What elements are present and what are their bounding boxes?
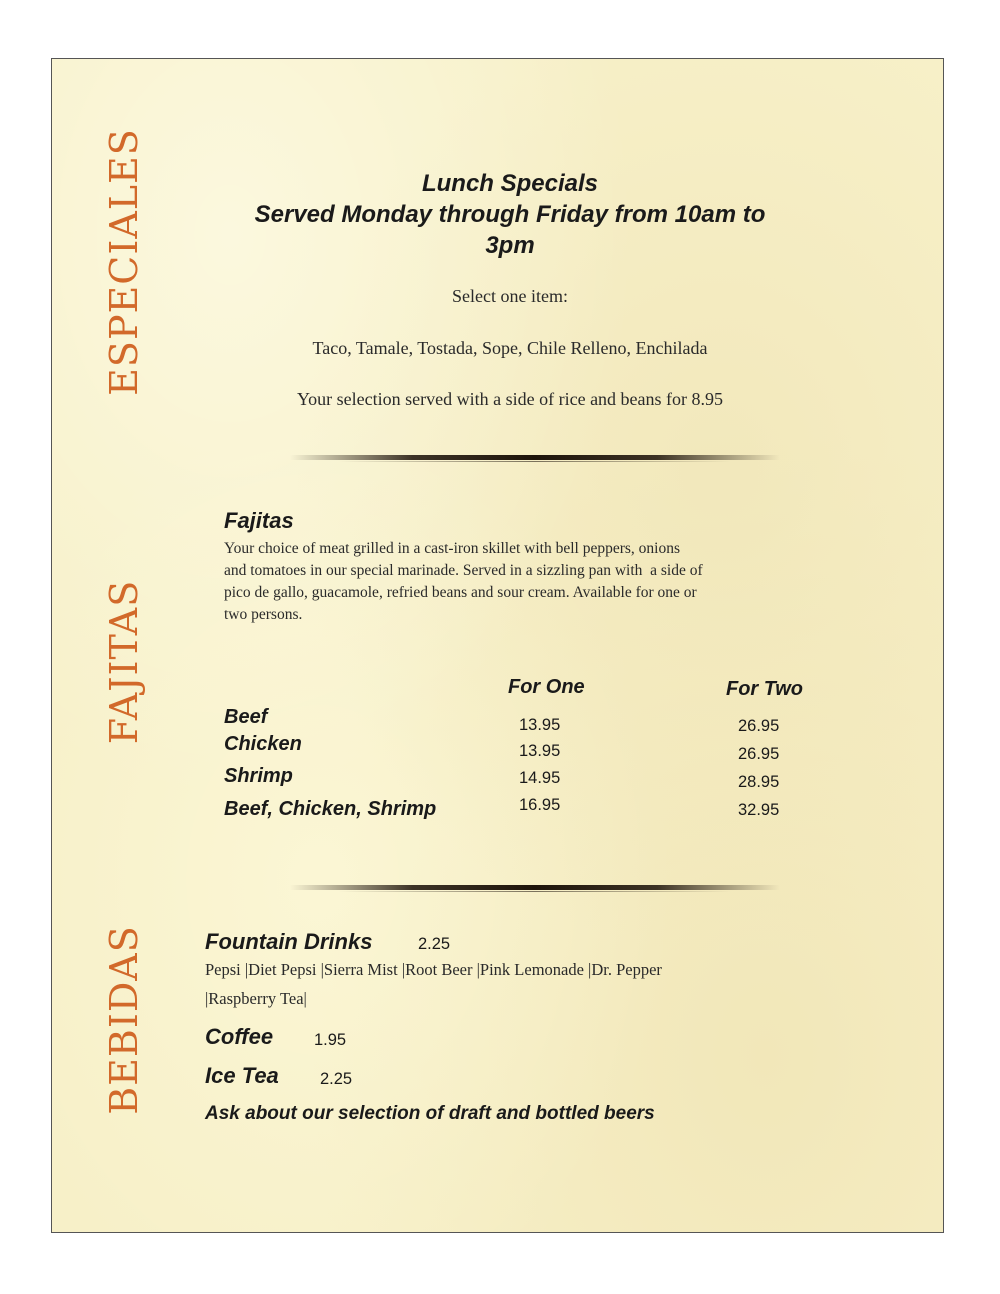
fajita-price-for-two: 28.95 [738,773,780,791]
lunch-served-text: Your selection served with a side of rice and beans for 8.95 [296,389,724,409]
column-header-for-two: For Two [726,678,804,700]
fajita-price-for-one: 14.95 [519,769,561,787]
column-header-for-one: For One [508,676,585,698]
fajita-price-for-one: 13.95 [519,742,561,760]
lunch-subtitle-line2: 3pm [485,232,535,259]
fountain-drinks-list-line2: |Raspberry Tea| [205,989,307,1008]
coffee-label: Coffee [205,1024,274,1049]
beer-note: Ask about our selection of draft and bottled beers [205,1103,655,1124]
fajitas-description [224,538,824,626]
side-label-especiales: ESPECIALES [102,128,146,396]
fajita-row-name: Chicken [224,733,302,755]
fajita-row-name: Beef, Chicken, Shrimp [224,798,437,820]
fajita-row-name: Shrimp [224,765,293,787]
lunch-title: Lunch Specials [421,170,599,197]
fountain-drinks-price: 2.25 [418,935,451,953]
section-divider [290,885,780,890]
lunch-select-text: Select one item: [452,286,568,306]
fajitas-heading: Fajitas [224,508,294,533]
fountain-drinks-label: Fountain Drinks [205,929,373,954]
lunch-items-text: Taco, Tamale, Tostada, Sope, Chile Relleno, Enchilada [312,338,708,358]
side-label-bebidas: BEBIDAS [102,925,146,1115]
fajitas-desc-line1: Your choice of meat grilled in a cast-iron skillet with bell peppers, onions [224,540,681,557]
ice-tea-label: Ice Tea [205,1063,279,1088]
lunch-heading [210,168,810,261]
fajita-price-for-one: 13.95 [519,716,561,734]
fajitas-desc-line2: and tomatoes in our special marinade. Served in a sizzling pan with a side of [224,562,703,579]
fajita-price-for-two: 32.95 [738,801,780,819]
coffee-price: 1.95 [314,1031,347,1049]
fajitas-desc-line4: two persons. [224,606,303,623]
fountain-drinks-list-line1: Pepsi |Diet Pepsi |Sierra Mist |Root Beer |Pink Lemonade |Dr. Pepper [205,960,662,979]
side-label-fajitas: FAJITAS [102,579,146,745]
fajita-price-for-two: 26.95 [738,717,780,735]
section-divider [290,455,780,460]
fajitas-desc-line3: pico de gallo, guacamole, refried beans and sour cream. Available for one or [224,584,697,601]
lunch-subtitle-line1: Served Monday through Friday from 10am to [254,201,766,228]
fajita-price-for-one: 16.95 [519,796,561,814]
fajita-row-name: Beef [224,706,268,728]
fajita-price-for-two: 26.95 [738,745,780,763]
ice-tea-price: 2.25 [320,1070,353,1088]
